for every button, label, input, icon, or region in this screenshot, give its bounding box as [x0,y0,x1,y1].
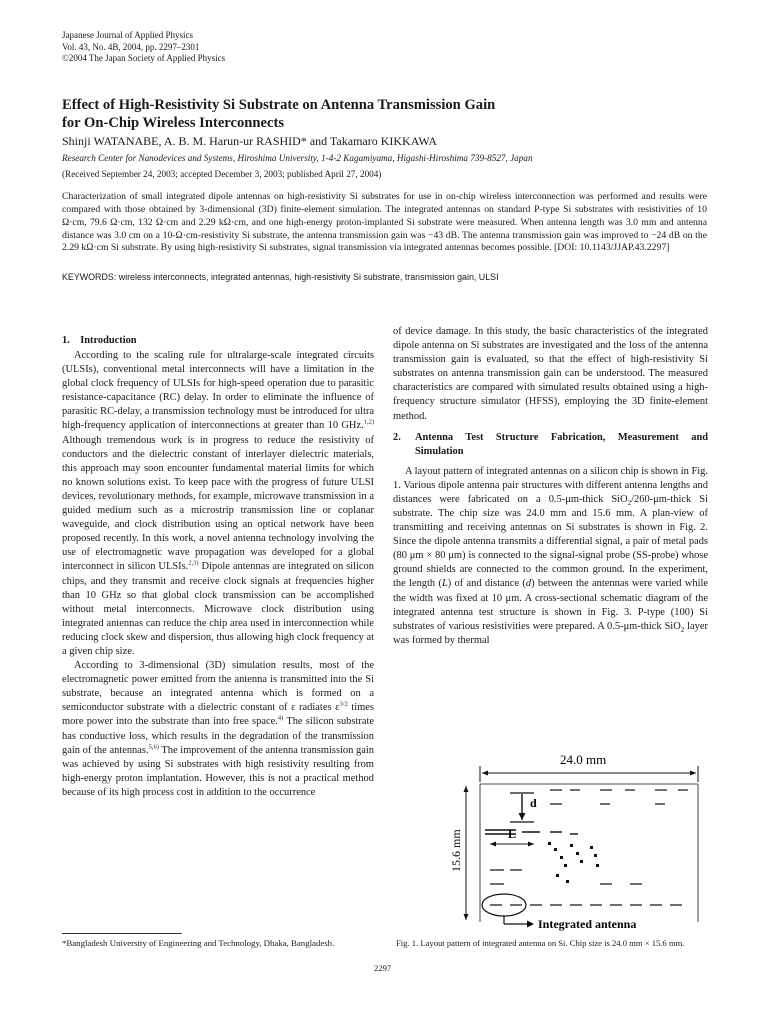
sio2-subscript: 2 [627,498,632,507]
paper-abstract: Characterization of small integrated dipole antennas on high-resistivity Si substrates for use in on-chip wireless interconnection was performed and results were compared with those obtained by 3-dimensional (3D) finite-element simulation. The integrated antennas on standard P-type Si substrates with resistivities of 10 Ω·cm, 79.6 Ω·cm, 132 Ω·cm and 2.29 kΩ·cm, and one high-energy proton-implanted Si substrate were measured. When antenna length was 3.0 mm and antenna distance was 3.0 cm on a 10-Ω·cm-resistivity Si substrate, the antenna transmission gain was −43 dB. The antenna transmission gain was improved to −24 dB on the 2.29 kΩ·cm Si substrate. By using high-resistivity Si substrates, signal transmission via integrated antennas becomes possible. [DOI: 10.1143/JJAP.43.2297] [62,191,707,254]
width-dim-arrow-left [482,771,488,776]
paper-title [62,96,622,132]
figure-1-layout-diagram [430,752,720,931]
left-column [62,334,374,800]
height-label: 15.6 mm [449,829,463,872]
paper-keywords: KEYWORDS: wireless interconnects, integrated antennas, high-resistivity Si substrate, transmission gain, ULSI [62,272,499,282]
section-2-number: 2. [393,431,401,443]
author-footnote: *Bangladesh University of Engineering and Technology, Dhaka, Bangladesh. [62,938,335,948]
section-2-title: Antenna Test Structure Fabrication, Measurement and Simulation [415,431,708,457]
var-d: d [525,578,532,590]
paper-title-line2: for On-Chip Wireless Interconnects [62,115,285,131]
intro-paragraph-2-continued: of device damage. In this study, the basic characteristics of the integrated dipole antenna on Si substrates are investigated and the loss of the antenna transmission gain is evaluated, so that the effect of high-resistivity Si substrates on antenna transmission gain can be understood. The measured characteristics are compared with simulated results obtained using a high-frequency structure simulator (HFSS), employing the 3D finite-element method. [393,326,708,422]
figure-1 [430,752,720,931]
antenna-array-top [550,790,688,804]
footnote-rule [62,933,182,934]
antenna-array-bottom [490,870,682,905]
sec2-text-b: /260-μm-thick Si substrate. The chip size was 24.0 mm and 15.6 mm. A plan-view of transmitting and receiving antennas on Si substrates is shown in Fig. 2. Since the dipole antenna transmits a differential signal, a pair of metal pads (80 μm × 80 μm) is connected to the signal-signal probe (SS-probe) whose ground shields are connected to the common ground. In the experiment, the length ( [393,493,708,590]
paper-authors: Shinji WATANABE, A. B. M. Harun-ur RASHID* and Takamaro KIKKAWA [62,134,438,148]
height-dim-arrow-bottom [464,914,469,920]
sec2-text-e: layer was formed by thermal [393,620,708,646]
paper-title-line1: Effect of High-Resistivity Si Substrate on Antenna Transmission Gain [62,97,496,113]
antenna-array-diagonal [548,842,599,883]
height-dim-arrow-top [464,786,469,792]
width-label: 24.0 mm [560,752,607,767]
journal-header [62,30,225,65]
page-number: 2297 [374,963,392,973]
sio2-subscript-2: 2 [680,625,685,634]
L-label: L [508,827,517,841]
sec2-text-a: A layout pattern of integrated antennas on a silicon chip is shown in Fig. 1. Various dipole antenna pair structures with different antenna lengths and distances were fabricated on a 0.5-μm-thick SiO [393,465,708,505]
sec2-text-c: ) of and distance ( [447,578,526,590]
intro-p2-text-c: The silicon substrate has conductive loss, which results in the degradation of the transmission gain of the antennas. [62,716,374,756]
sec2-text-d: ) between the antennas were varied while the width was fixed at 10 μm. A cross-sectional schematic diagram of the integrated antenna test structure is shown in Fig. 3. P-type (100) Si substrates of various resistivities were prepared. A 0.5-μm-thick SiO [393,578,708,632]
intro-p1-text-b: Although tremendous work is in progress to reduce the resistivity of conductors and the dielectric constant of interlayer dielectric materials, this approach may soon encounter fundamental material limits for which no known solutions exist. To keep pace with the progress of future ULSI devices, revolutionary methods, for example, microwave transmission in a guided medium such as a microstrip transmission line or coplanar waveguide, and clock distribution using an optical network have been proposed recently. In this work, a novel antenna technology involving the use of electromagnetic wave propagation was developed for a global interconnect in silicon ULSIs. [62,434,374,573]
figure-1-caption: Fig. 1. Layout pattern of integrated antenna on Si. Chip size is 24.0 mm × 15.6 mm. [396,938,685,948]
journal-name: Japanese Journal of Applied Physics [62,30,193,40]
intro-p2-text-d: The improvement of the antenna transmission gain was achieved by using Si substrates with high resistivity resulting from high-energy proton implantation. However, this is not a practical method because of its high process cost in addition to the occurrence [62,744,374,798]
intro-paragraph-2 [62,659,374,800]
intro-p2-text-b: times more power into the substrate than into free space. [62,702,374,728]
integrated-antenna-label: Integrated antenna [538,917,637,931]
paper-affiliation: Research Center for Nanodevices and Systems, Hiroshima University, 1-4-2 Kagamiyama, Higashi-Hiroshima 739-8527, Japan [62,153,533,163]
right-column [393,325,708,648]
citation-5-6: 5,6) [148,743,159,751]
antenna-pointer-arrow [527,921,534,928]
var-L: L [441,578,448,590]
d-label: d [530,796,537,810]
journal-volume: Vol. 43, No. 4B, 2004, pp. 2297–2301 [62,41,200,52]
citation-1-2: 1,2) [363,418,374,426]
section-1-heading [62,334,374,348]
citation-4: 4) [277,714,284,722]
epsilon-exponent: 3/2 [339,700,348,708]
section-1-number: 1. [62,335,70,346]
antenna-array-middle [485,830,578,834]
L-dim-arrow-left [490,842,496,847]
section-1-title: Introduction [80,335,137,346]
intro-p1-text-a: According to the scaling rule for ultralarge-scale integrated circuits (ULSIs), conventional metal interconnects will have a limitation in the global clock frequency of ULSIs for high-speed operation due to parasitic resistance-capacitance (RC) delay. In order to eliminate the influence of parasitic RC-delay, a transmission technology must be introduced for ultra high-frequency application of interconnections at greater than 10 GHz. [62,350,374,432]
d-dim-arrow [519,813,526,820]
journal-copyright: ©2004 The Japan Society of Applied Physics [62,53,226,63]
L-dim-arrow-right [528,842,534,847]
width-dim-arrow-right [690,771,696,776]
intro-p1-text-c: Dipole antennas are integrated on silicon chips, and they transmit and receive clock signals at frequencies higher than 10 GHz so that global clock transmission can be accomplished without metal interconnects. Microwave clock distribution using integrated antennas can reduce the chip area used in interconnection while reducing clock skew and dispersion, thus allowing high clock frequency at a given chip size. [62,561,374,657]
section-2-paragraph-1 [393,465,708,648]
intro-paragraph-1 [62,349,374,659]
section-2-heading [393,431,708,459]
intro-p2-text-a: According to 3-dimensional (3D) simulation results, most of the electromagnetic power emitted from the antenna is transmitted into the Si substrate, because an integrated antenna which is formed on a semiconductor substrate with a dielectric constant of ε radiates ε [62,660,374,714]
paper-received-dates: (Received September 24, 2003; accepted December 3, 2003; published April 27, 2004) [62,169,382,179]
citation-2-3: 2,3) [188,559,199,567]
